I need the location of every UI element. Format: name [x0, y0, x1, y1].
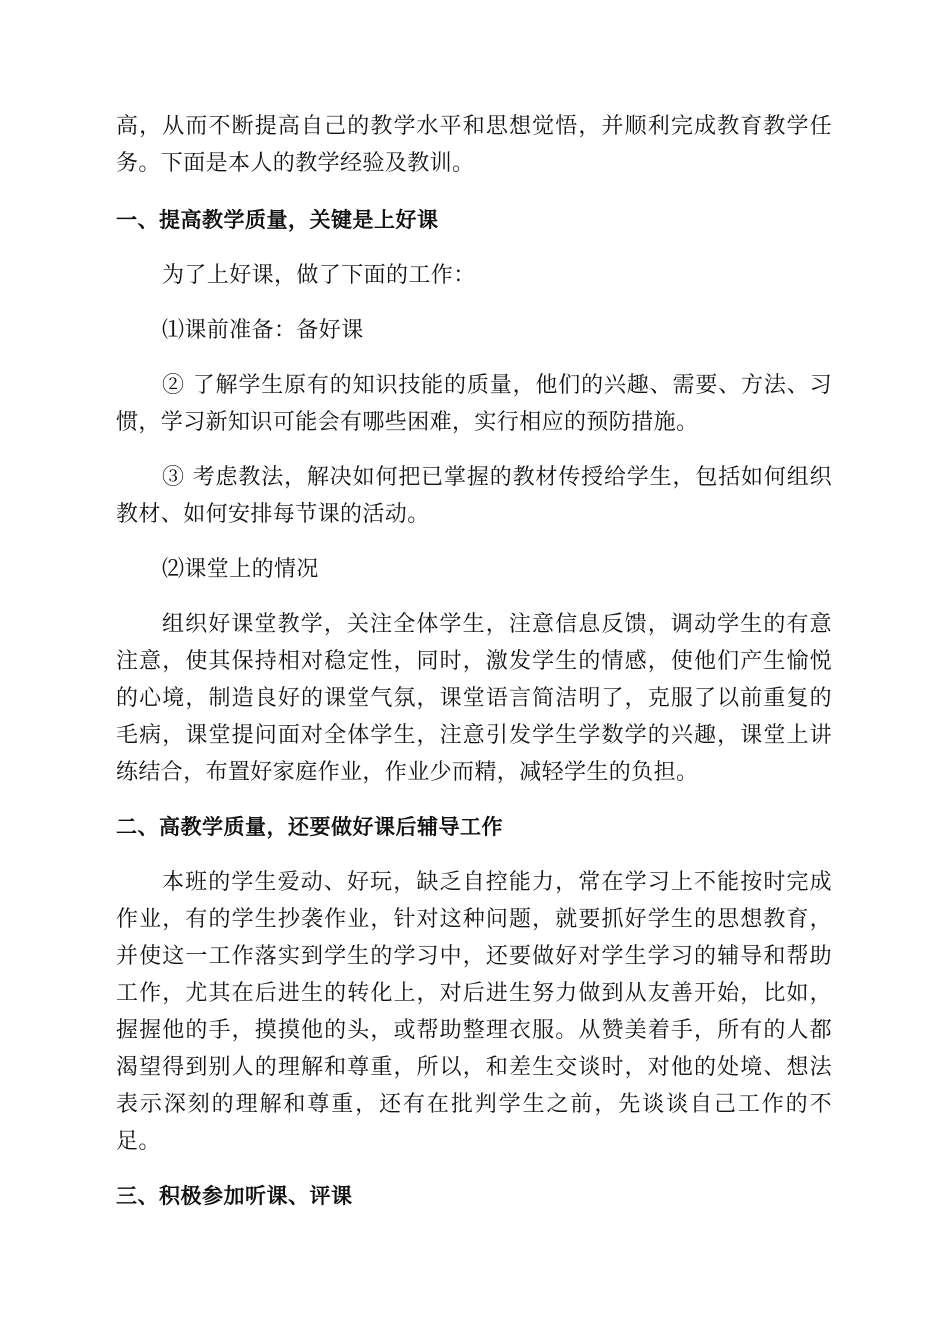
item-2-title: ⑵课堂上的情况 [162, 557, 319, 582]
section-1-heading: 一、提高教学质量，关键是上好课 [116, 208, 439, 232]
item-2-body: 组织好课堂教学，关注全体学生，注意信息反馈，调动学生的有意注意，使其保持相对稳定性，同时，激发学生的情感，使他们产生愉悦的心境，制造良好的课堂气氛，课堂语言简洁明了，克服了以前重复的毛病，课堂提问面对全体学生，注意引发学生学数学的兴趣，课堂上讲练结合，布置好家庭作业，作业少而精，减轻学生的负担。 [116, 612, 832, 785]
section-2-heading: 二、高教学质量，还要做好课后辅导工作 [116, 815, 503, 839]
section-3-heading: 三、积极参加听课、评课 [116, 1184, 353, 1208]
intro-paragraph: 高，从而不断提高自己的教学水平和思想觉悟，并顺利完成教育教学任务。下面是本人的教学经验及教训。 [116, 114, 832, 176]
section-1-lead: 为了上好课，做了下面的工作： [162, 263, 476, 288]
section-2-body: 本班的学生爱动、好玩，缺乏自控能力，常在学习上不能按时完成作业，有的学生抄袭作业，针对这种问题，就要抓好学生的思想教育，并使这一工作落实到学生的学习中，还要做好对学生学习的辅导和帮助工作，尤其在后进生的转化上，对后进生努力做到从友善开始，比如，握握他的手，摸摸他的头，或帮助整理衣服。从赞美着手，所有的人都渴望得到别人的理解和尊重，所以，和差生交谈时，对他的处境、想法表示深刻的理解和尊重，还有在批判学生之前，先谈谈自己工作的不足。 [116, 870, 832, 1154]
item-1-point-3: ③ 考虑教法，解决如何把已掌握的教材传授给学生，包括如何组织教材、如何安排每节课的活动。 [116, 465, 832, 527]
document-page [116, 108, 832, 1233]
item-1-point-2: ② 了解学生原有的知识技能的质量，他们的兴趣、需要、方法、习惯，学习新知识可能会有哪些困难，实行相应的预防措施。 [116, 373, 832, 435]
item-1-title: ⑴课前准备：备好课 [162, 318, 364, 343]
